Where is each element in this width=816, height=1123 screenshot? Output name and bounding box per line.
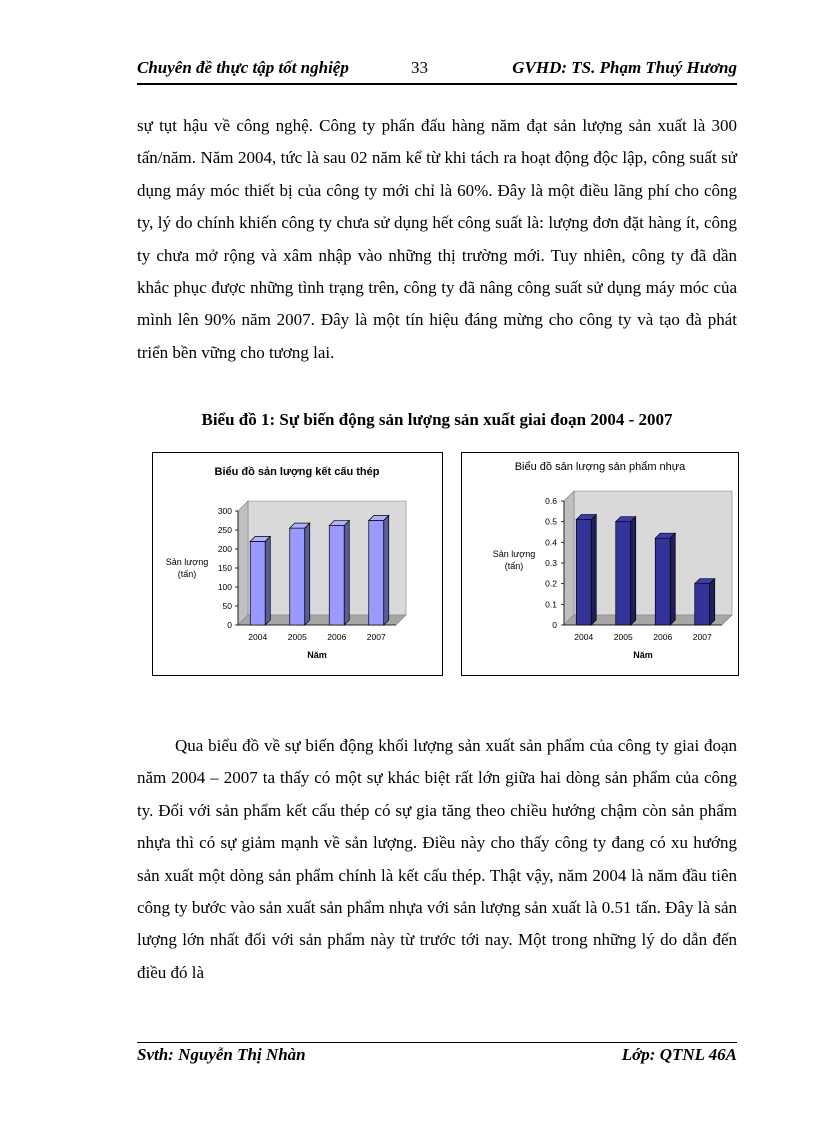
plot-area [545, 491, 732, 642]
bar [369, 516, 389, 626]
chart-plastic-svg [462, 453, 738, 675]
bar [655, 533, 675, 625]
bar-side [344, 520, 349, 625]
x-tick-label: 2004 [574, 632, 594, 642]
chart-plastic-output [461, 452, 739, 676]
plot-area [218, 501, 406, 642]
y-tick-label: 0.1 [545, 599, 557, 610]
chart-ylabel-line2: (tấn) [504, 561, 524, 571]
bar [329, 520, 349, 625]
y-tick-label: 0.5 [545, 516, 557, 527]
bar [695, 579, 715, 625]
chart-ylabel-line1: Sản lượng [165, 557, 209, 567]
chart-ylabel-line2: (tấn) [177, 569, 197, 579]
header-title: Chuyên đề thực tập tốt nghiệp [137, 58, 349, 77]
y-tick-label: 100 [217, 582, 232, 592]
bar-side [265, 536, 270, 625]
bar-front [576, 520, 591, 625]
figure-title: Biểu đồ 1: Sự biến động sản lượng sản xuất giai đoạn 2004 - 2007 [201, 410, 673, 429]
y-tick-label: 200 [217, 544, 232, 554]
y-tick-label: 150 [217, 563, 232, 573]
bar-side [384, 516, 389, 626]
bar-front [695, 584, 710, 625]
y-tick-label: 0.4 [545, 537, 557, 548]
y-tick-label: 250 [217, 525, 232, 535]
bar-side [305, 523, 310, 625]
footer-class: Lớp: QTNL 46A [621, 1045, 737, 1064]
bar-front [369, 521, 384, 626]
chart-steel-svg [153, 453, 442, 675]
chart-title: Biểu đồ sản lượng sản phẩm nhựa [514, 461, 686, 473]
y-tick-label: 300 [217, 506, 232, 516]
paragraph-2: Qua biểu đồ về sự biến động khối lượng sản xuất sản phẩm của công ty giai đoạn năm 2004 – 2007 ta thấy có một sự khác biệt rất lớn giữa hai dòng sản phẩm của công ty. Đối với sản phẩm kết cấu thép có sự gia tăng theo chiều hướng chậm còn sản phẩm nhựa thì có sự giảm mạnh về sản lượng. Điều này cho thấy công ty đang có xu hướng sản xuất một dòng sản phẩm chính là kết cấu thép. Thật vậy, năm 2004 là năm đầu tiên công ty bước vào sản xuất sản phẩm nhựa với sản lượng sản xuất là 0.51 tấn. Đây là sản lượng lớn nhất đối với sản phẩm này từ trước tới nay. Một trong những lý do dẫn đến điều đó là [137, 736, 737, 982]
x-tick-label: 2006 [327, 632, 347, 642]
bar-front [290, 528, 305, 625]
y-tick-label: 0.6 [545, 496, 557, 506]
y-tick-label: 0 [552, 620, 557, 630]
bar [616, 517, 636, 625]
bar-side [631, 517, 636, 625]
bar-side [670, 533, 675, 625]
x-tick-label: 2006 [653, 632, 673, 642]
header-divider [137, 83, 737, 85]
bar-side [710, 579, 715, 625]
x-tick-label: 2005 [613, 632, 633, 642]
page-number: 33 [411, 58, 428, 77]
page-footer [137, 1045, 737, 1069]
bar-front [616, 522, 631, 625]
chart-title: Biểu đồ sản lượng kết cấu thép [214, 466, 380, 478]
bar-front [329, 525, 344, 625]
x-tick-label: 2005 [287, 632, 307, 642]
bar [250, 536, 270, 625]
x-tick-label: 2004 [248, 632, 268, 642]
chart-xlabel: Năm [633, 650, 653, 660]
bar [576, 515, 596, 625]
x-tick-label: 2007 [692, 632, 712, 642]
y-tick-label: 50 [222, 601, 232, 611]
chart-xlabel: Năm [307, 650, 327, 660]
bar [290, 523, 310, 625]
y-tick-label: 0.3 [545, 558, 557, 568]
paragraph-1: sự tụt hậu về công nghệ. Công ty phấn đấu hàng năm đạt sản lượng sản xuất là 300 tấn/năm. Năm 2004, tức là sau 02 năm kể từ khi tách ra hoạt động độc lập, công suất sử dụng máy móc thiết bị của công ty mới chỉ là 60%. Đây là một điều lãng phí cho công ty, lý do chính khiến công ty chưa sử dụng hết công suất là: lượng đơn đặt hàng ít, công ty chưa mở rộng và xâm nhập vào những thị trường mới. Tuy nhiên, công ty đã dần khắc phục được những tình trạng trên, công ty đã nâng công suất sử dụng máy móc của mình lên 90% năm 2007. Đây là một tín hiệu đáng mừng cho công ty và tạo đà phát triển bền vững cho tương lai. [137, 116, 737, 362]
side-wall [238, 501, 248, 625]
footer-student: Svth: Nguyễn Thị Nhàn [137, 1045, 306, 1064]
page-header [137, 58, 737, 82]
y-tick-label: 0.2 [545, 578, 557, 589]
footer-divider [137, 1042, 737, 1043]
bar-front [655, 538, 670, 625]
x-tick-label: 2007 [366, 632, 386, 642]
chart-steel-output [152, 452, 443, 676]
y-tick-label: 0 [227, 620, 232, 630]
header-advisor: GVHD: TS. Phạm Thuý Hương [512, 58, 737, 77]
chart-ylabel-line1: Sản lượng [492, 549, 536, 559]
side-wall [564, 491, 574, 625]
bar-side [591, 515, 596, 625]
bar-front [250, 541, 265, 625]
